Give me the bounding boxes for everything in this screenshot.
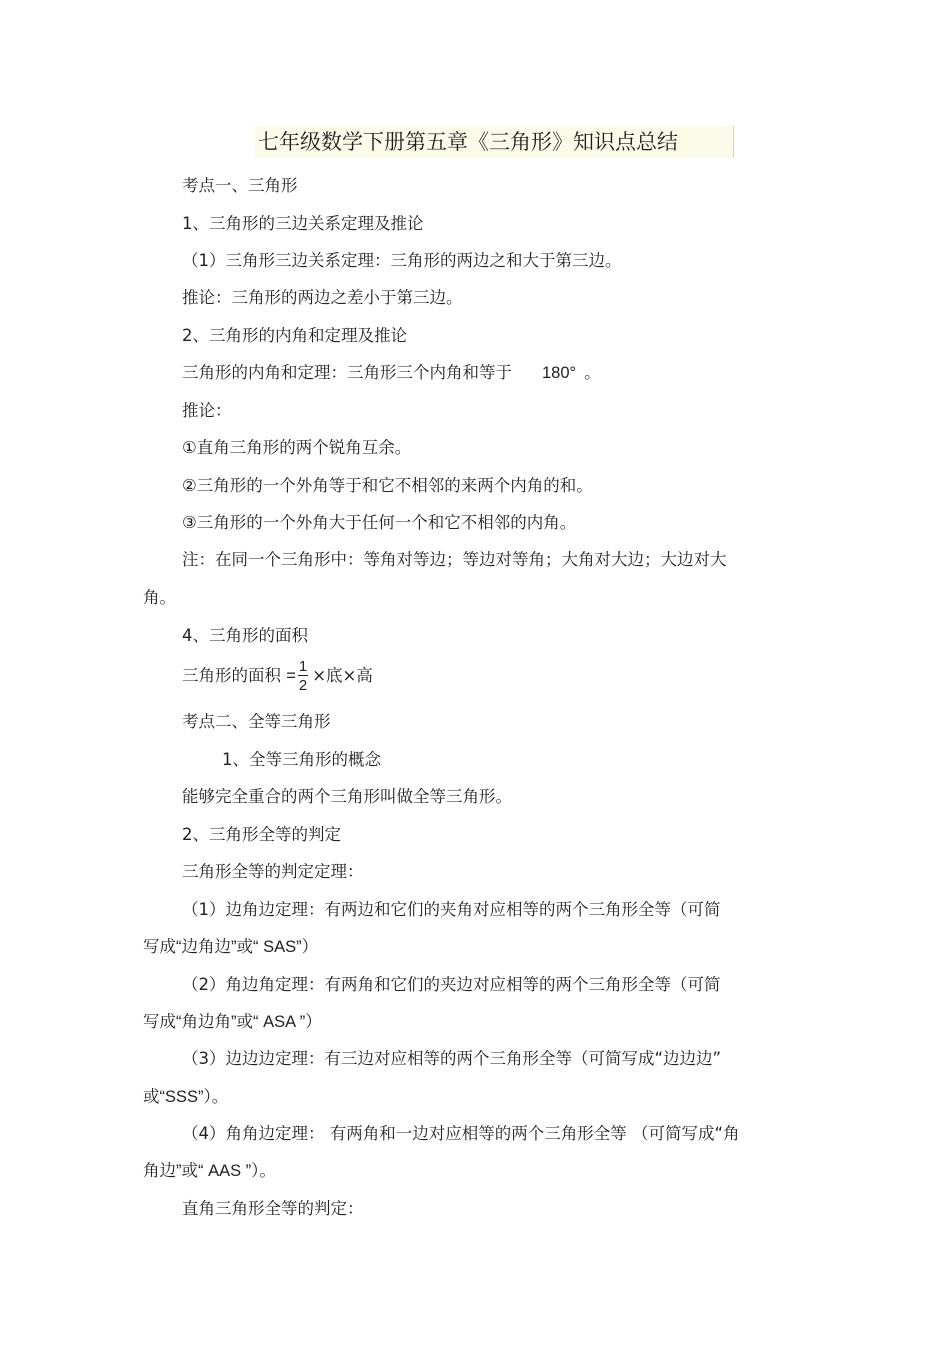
paragraph: 三角形全等的判定定理： xyxy=(182,862,364,881)
paragraph: 推论： xyxy=(182,401,232,420)
section-heading: 考点二、全等三角形 xyxy=(182,712,331,731)
list-item: ①直角三角形的两个锐角互余。 xyxy=(182,438,412,457)
formula-text: 三角形的面积 xyxy=(182,666,281,685)
paragraph-text: 三角形的内角和定理：三角形三个内角和等于 xyxy=(182,363,512,382)
paragraph: 能够完全重合的两个三角形叫做全等三角形。 xyxy=(182,787,512,806)
fraction xyxy=(298,659,308,694)
fraction-numerator: 1 xyxy=(298,658,308,675)
paragraph xyxy=(182,362,601,384)
list-item: ③三角形的一个外角大于任何一个和它不相邻的内角。 xyxy=(182,513,577,532)
theorem-item: 写成“边角边”或“ SAS”） xyxy=(143,938,319,956)
paragraph: （1）三角形三边关系定理：三角形的两边之和大于第三边。 xyxy=(182,251,622,270)
theorem-item: （2）角边角定理：有两角和它们的夹边对应相等的两个三角形全等（可简 xyxy=(182,975,721,994)
formula-text: ×底×高 xyxy=(312,666,373,685)
equals-sign: = xyxy=(286,667,296,685)
document-title: 七年级数学下册第五章《三角形》知识点总结 xyxy=(254,126,734,158)
area-formula xyxy=(182,656,373,696)
subsection-heading: 1、全等三角形的概念 xyxy=(222,750,381,769)
list-item: ②三角形的一个外角等于和它不相邻的来两个内角的和。 xyxy=(182,476,593,495)
subsection-heading: 4、三角形的面积 xyxy=(182,626,308,645)
subsection-heading: 2、三角形全等的判定 xyxy=(182,825,341,844)
paragraph: 推论：三角形的两边之差小于第三边。 xyxy=(182,288,463,307)
theorem-item: 写成“角边角”或“ ASA ”） xyxy=(143,1013,322,1031)
paragraph: 直角三角形全等的判定： xyxy=(182,1199,364,1218)
note: 注：在同一个三角形中：等角对等边；等边对等角；大角对大边；大边对大 xyxy=(182,550,727,569)
note: 角。 xyxy=(143,588,176,607)
subsection-heading: 1、三角形的三边关系定理及推论 xyxy=(182,214,424,233)
section-heading: 考点一、三角形 xyxy=(182,176,298,195)
subsection-heading: 2、三角形的内角和定理及推论 xyxy=(182,326,407,345)
paragraph-text: 。 xyxy=(584,363,601,382)
angle-value: 180° xyxy=(542,364,577,382)
theorem-item: 或“SSS”）。 xyxy=(143,1088,229,1106)
fraction-denominator: 2 xyxy=(298,677,308,694)
theorem-item: 角边”或“ AAS ”）。 xyxy=(143,1162,276,1180)
theorem-item: （4）角角边定理： 有两角和一边对应相等的两个三角形全等 （可简写成“角 xyxy=(182,1124,740,1143)
theorem-item: （3）边边边定理：有三边对应相等的两个三角形全等（可简写成“边边边” xyxy=(182,1049,722,1068)
theorem-item: （1）边角边定理：有两边和它们的夹角对应相等的两个三角形全等（可简 xyxy=(182,900,721,919)
